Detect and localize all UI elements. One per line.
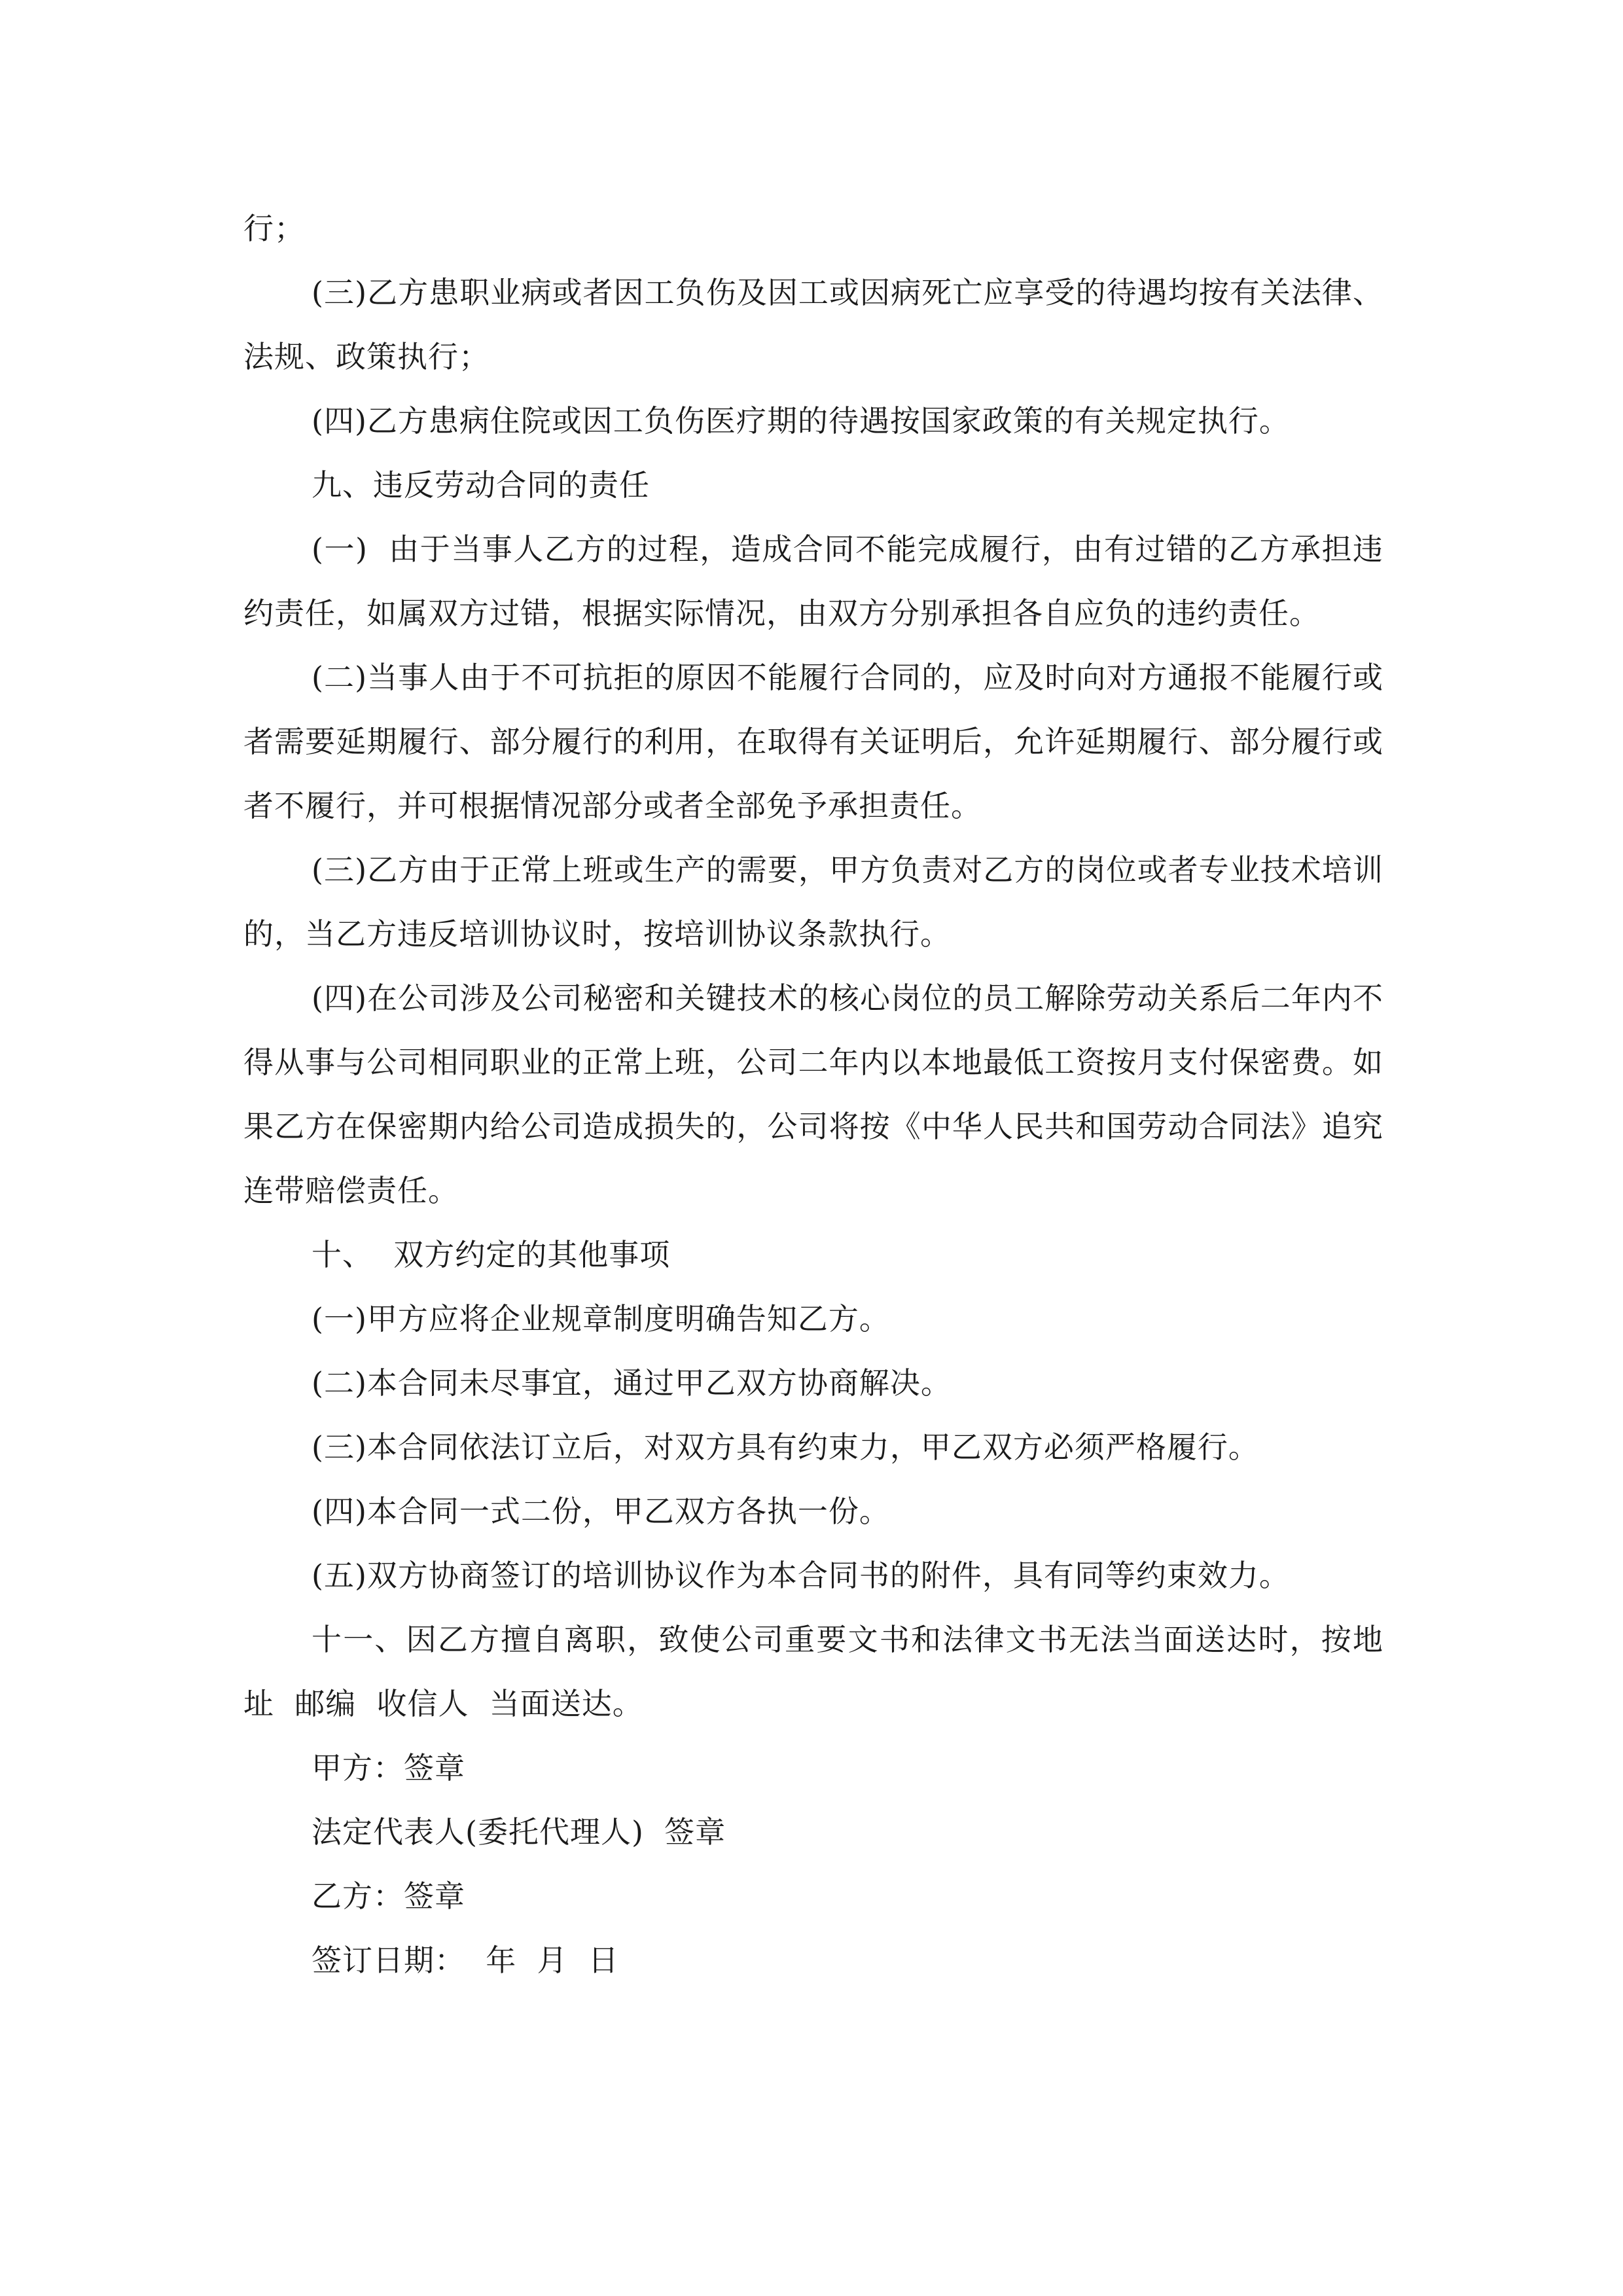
clause-8-4: (四)乙方患病住院或因工负伤医疗期的待遇按国家政策的有关规定执行。 [312, 403, 1290, 439]
clause-8-3: (三)乙方患职业病或者因工负伤及因工或因病死亡应享受的待遇均按有关法律、法规、政策执行； [243, 275, 1383, 374]
clause-9-2: (二)当事人由于不可抗拒的原因不能履行合同的，应及时向对方通报不能履行或者需要延期履行、部分履行的利用，在取得有关证明后，允许延期履行、部分履行或者不履行，并可根据情况部分或者全部免予承担责任。 [243, 660, 1383, 823]
sign-date: 签订日期： 年 月 日 [312, 1943, 619, 1978]
paragraph-continuation: 行； [243, 211, 305, 246]
section-11: 十一、因乙方擅自离职，致使公司重要文书和法律文书无法当面送达时，按地址 邮编 收信人 当面送达。 [243, 1622, 1383, 1721]
clause-10-1: (一)甲方应将企业规章制度明确告知乙方。 [312, 1301, 890, 1336]
clause-9-3: (三)乙方由于正常上班或生产的需要，甲方负责对乙方的岗位或者专业技术培训的，当乙方违反培训协议时，按培训协议条款执行。 [243, 852, 1383, 952]
clause-10-4: (四)本合同一式二份，甲乙双方各执一份。 [312, 1494, 890, 1529]
clause-9-4: (四)在公司涉及公司秘密和关键技术的核心岗位的员工解除劳动关系后二年内不得从事与公司相同职业的正常上班，公司二年内以本地最低工资按月支付保密费。如果乙方在保密期内给公司造成损失的，公司将按《中华人民共和国劳动合同法》追究连带赔偿责任。 [243, 980, 1383, 1208]
section-10-heading: 十、 双方约定的其他事项 [312, 1237, 671, 1272]
clause-10-2: (二)本合同未尽事宜，通过甲乙双方协商解决。 [312, 1365, 952, 1401]
section-9-heading: 九、违反劳动合同的责任 [312, 467, 650, 503]
legal-representative-signature: 法定代表人(委托代理人) 签章 [312, 1814, 726, 1850]
clause-9-1: (一) 由于当事人乙方的过程，造成合同不能完成履行，由有过错的乙方承担违约责任，如属双方过错，根据实际情况，由双方分别承担各自应负的违约责任。 [243, 531, 1383, 631]
clause-10-5: (五)双方协商签订的培训协议作为本合同书的附件，具有同等约束效力。 [312, 1558, 1290, 1593]
signature-block [243, 1736, 1383, 1992]
party-b-signature: 乙方：签章 [312, 1878, 465, 1914]
clause-10-3: (三)本合同依法订立后，对双方具有约束力，甲乙双方必须严格履行。 [312, 1429, 1259, 1465]
document-body [243, 196, 1383, 1992]
party-a-signature: 甲方：签章 [312, 1750, 465, 1785]
